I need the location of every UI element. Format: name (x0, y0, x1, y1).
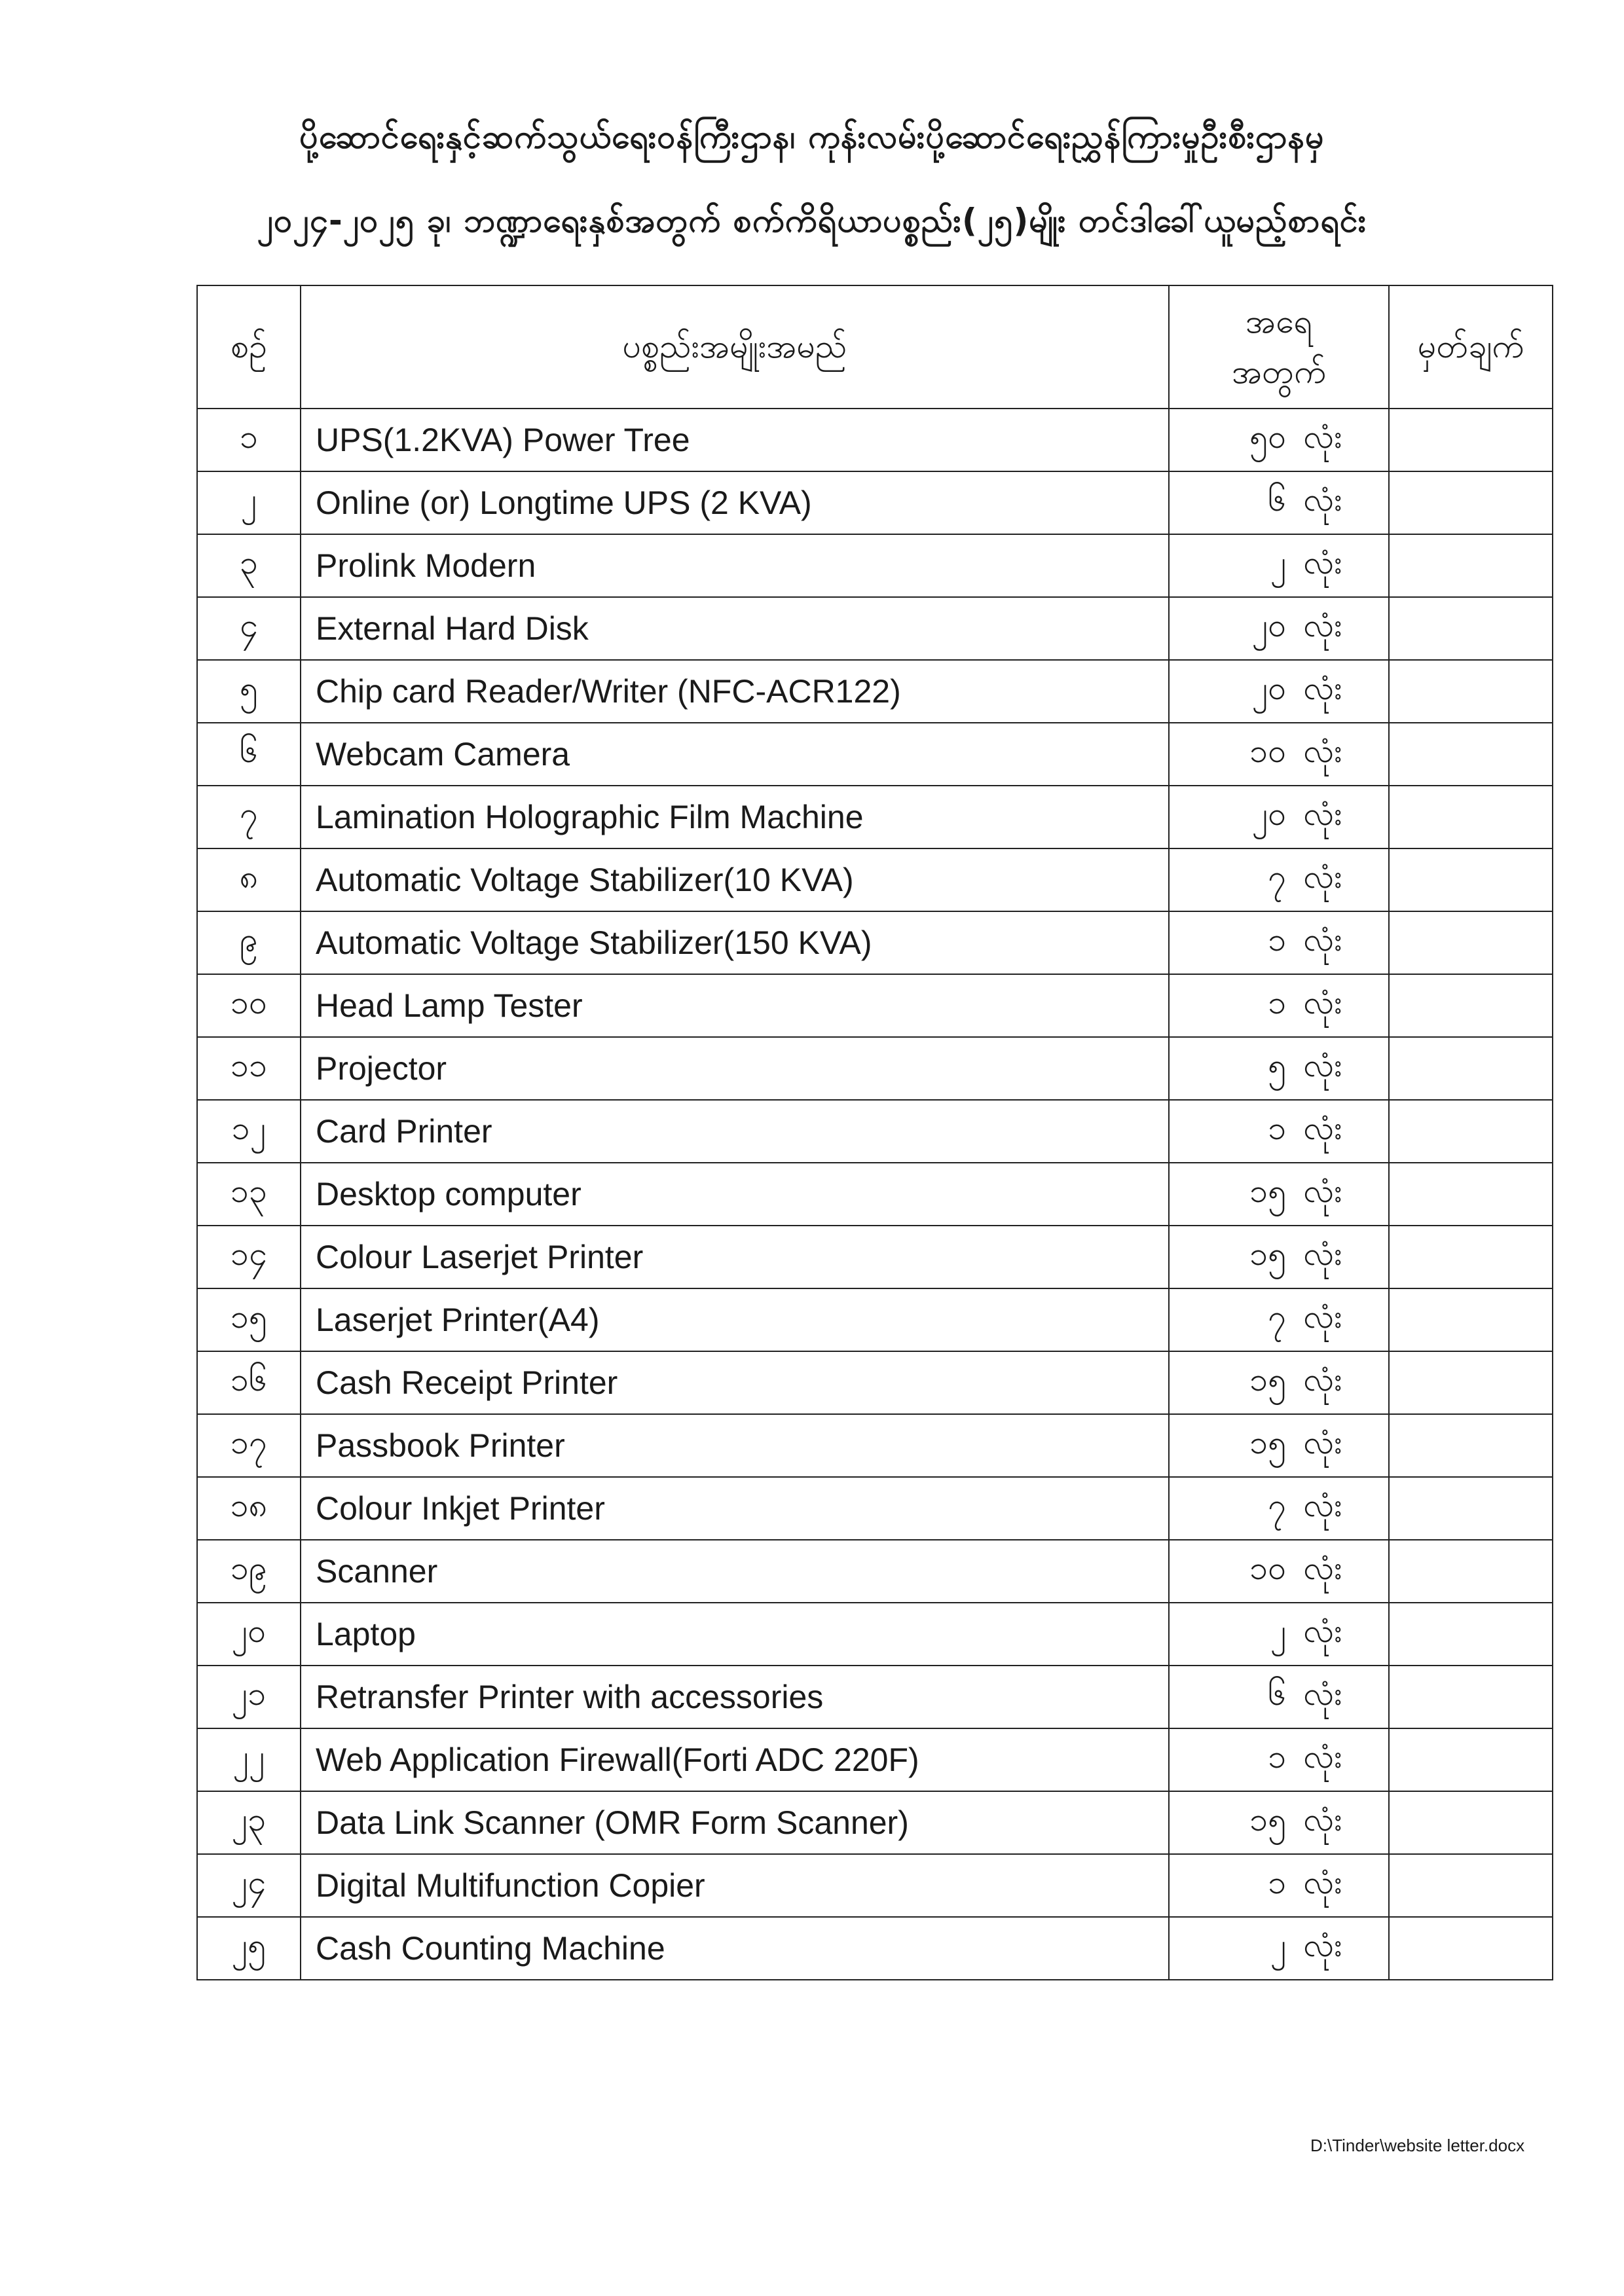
item-quantity-cell (1169, 786, 1389, 848)
item-name: Card Printer (301, 1100, 1169, 1163)
item-quantity-cell (1169, 1477, 1389, 1540)
item-quantity: ၁၅ (1249, 1171, 1287, 1210)
column-header-quantity-line-1: အရေ (1246, 302, 1312, 340)
item-unit: လုံး (1303, 1548, 1342, 1587)
table-row (197, 1666, 1553, 1728)
item-unit: လုံး (1303, 668, 1342, 707)
item-quantity-cell (1169, 597, 1389, 660)
table-row (197, 1100, 1553, 1163)
table-row (197, 911, 1553, 974)
item-name: Scanner (301, 1540, 1169, 1603)
item-unit: လုံး (1303, 1485, 1342, 1524)
item-name: Laptop (301, 1603, 1169, 1666)
table-row (197, 1226, 1553, 1288)
item-quantity: ၂ (1270, 543, 1287, 581)
row-number: ၂၄ (197, 1854, 301, 1917)
row-number: ၄ (197, 597, 301, 660)
table-body (197, 409, 1553, 1980)
item-remark (1389, 1666, 1553, 1728)
item-quantity: ၆ (1268, 1674, 1287, 1713)
item-quantity-cell (1169, 848, 1389, 911)
item-name: Digital Multifunction Copier (301, 1854, 1169, 1917)
row-number: ၂၅ (197, 1917, 301, 1980)
item-name: Cash Counting Machine (301, 1917, 1169, 1980)
table-row (197, 409, 1553, 471)
table-row (197, 660, 1553, 723)
table-row (197, 534, 1553, 597)
item-quantity: ၁ (1268, 920, 1287, 958)
column-header-remark: မှတ်ချက် (1389, 285, 1553, 409)
table-row (197, 1288, 1553, 1351)
document-title-line-2: ၂၀၂၄-၂၀၂၅ ခု၊ ဘဏ္ဍာရေးနှစ်အတွက် စက်ကိရိယာပစ္စည်း(၂၅)မျိုး တင်ဒါခေါ်ယူမည့်စာရင်း (257, 202, 1367, 240)
item-quantity: ၁၀ (1249, 1548, 1287, 1587)
table-row (197, 1791, 1553, 1854)
item-remark (1389, 1540, 1553, 1603)
table-row (197, 471, 1553, 534)
item-quantity-cell (1169, 1854, 1389, 1917)
row-number: ၂၃ (197, 1791, 301, 1854)
table-row (197, 1854, 1553, 1917)
item-name: Desktop computer (301, 1163, 1169, 1226)
item-quantity-cell (1169, 1540, 1389, 1603)
item-name: Web Application Firewall(Forti ADC 220F) (301, 1728, 1169, 1791)
item-remark (1389, 1226, 1553, 1288)
item-name: Webcam Camera (301, 723, 1169, 786)
row-number: ၃ (197, 534, 301, 597)
item-name: Online (or) Longtime UPS (2 KVA) (301, 471, 1169, 534)
row-number: ၁၆ (197, 1351, 301, 1414)
table-row (197, 1414, 1553, 1477)
column-header-quantity (1169, 285, 1389, 409)
column-header-item-name: ပစ္စည်းအမျိုးအမည် (301, 285, 1169, 409)
table-row (197, 1477, 1553, 1540)
item-remark (1389, 1100, 1553, 1163)
item-quantity: ၂ (1270, 1925, 1287, 1964)
item-quantity-cell (1169, 723, 1389, 786)
item-unit: လုံး (1303, 1297, 1342, 1336)
item-name: Colour Inkjet Printer (301, 1477, 1169, 1540)
item-quantity-cell (1169, 409, 1389, 471)
item-quantity-cell (1169, 911, 1389, 974)
item-quantity-cell (1169, 1351, 1389, 1414)
item-remark (1389, 1414, 1553, 1477)
row-number: ၂၁ (197, 1666, 301, 1728)
table-row (197, 786, 1553, 848)
item-remark (1389, 1791, 1553, 1854)
row-number: ၂၂ (197, 1728, 301, 1791)
item-unit: လုံး (1303, 794, 1342, 833)
item-quantity: ၇ (1268, 1297, 1287, 1336)
row-number: ၁၅ (197, 1288, 301, 1351)
item-unit: လုံး (1303, 606, 1342, 644)
item-unit: လုံး (1303, 1674, 1342, 1713)
item-quantity-cell (1169, 1414, 1389, 1477)
item-quantity: ၅ (1268, 1046, 1287, 1084)
row-number: ၂ (197, 471, 301, 534)
item-unit: လုံး (1303, 1234, 1342, 1273)
item-remark (1389, 911, 1553, 974)
item-quantity: ၁၅ (1249, 1360, 1287, 1398)
table-row (197, 848, 1553, 911)
item-unit: လုံး (1303, 1108, 1342, 1147)
table-row (197, 1037, 1553, 1100)
table-row (197, 1351, 1553, 1414)
row-number: ၂၀ (197, 1603, 301, 1666)
item-remark (1389, 786, 1553, 848)
item-quantity: ၁၀ (1249, 731, 1287, 770)
item-unit: လုံး (1303, 920, 1342, 958)
row-number: ၁ (197, 409, 301, 471)
item-remark (1389, 1477, 1553, 1540)
item-quantity: ၁ (1268, 1737, 1287, 1776)
item-remark (1389, 1288, 1553, 1351)
row-number: ၁၁ (197, 1037, 301, 1100)
item-quantity-cell (1169, 1288, 1389, 1351)
item-remark (1389, 1728, 1553, 1791)
row-number: ၆ (197, 723, 301, 786)
item-remark (1389, 974, 1553, 1037)
item-name: Head Lamp Tester (301, 974, 1169, 1037)
item-quantity-cell (1169, 1917, 1389, 1980)
item-remark (1389, 1603, 1553, 1666)
item-remark (1389, 409, 1553, 471)
item-name: Retransfer Printer with accessories (301, 1666, 1169, 1728)
item-quantity-cell (1169, 974, 1389, 1037)
item-quantity-cell (1169, 1226, 1389, 1288)
item-remark (1389, 1351, 1553, 1414)
item-quantity-cell (1169, 534, 1389, 597)
table-row (197, 723, 1553, 786)
item-quantity: ၂၀ (1251, 794, 1287, 833)
item-quantity-cell (1169, 1163, 1389, 1226)
item-unit: လုံး (1303, 1360, 1342, 1398)
item-quantity-cell (1169, 1728, 1389, 1791)
row-number: ၁၇ (197, 1414, 301, 1477)
item-unit: လုံး (1303, 480, 1342, 519)
item-quantity: ၁၅ (1249, 1423, 1287, 1461)
row-number: ၁၄ (197, 1226, 301, 1288)
footer-file-path: D:\Tinder\website letter.docx (1310, 2136, 1525, 2155)
item-quantity: ၇ (1268, 1485, 1287, 1524)
item-quantity-cell (1169, 1666, 1389, 1728)
item-name: Colour Laserjet Printer (301, 1226, 1169, 1288)
item-unit: လုံး (1303, 543, 1342, 581)
item-name: Automatic Voltage Stabilizer(10 KVA) (301, 848, 1169, 911)
row-number: ၁၂ (197, 1100, 301, 1163)
item-unit: လုံး (1303, 983, 1342, 1021)
table-row (197, 1917, 1553, 1980)
item-quantity-cell (1169, 1100, 1389, 1163)
item-unit: လုံး (1303, 1423, 1342, 1461)
table-row (197, 1603, 1553, 1666)
item-remark (1389, 534, 1553, 597)
item-name: Laserjet Printer(A4) (301, 1288, 1169, 1351)
item-quantity: ၆ (1268, 480, 1287, 519)
item-quantity: ၇ (1268, 857, 1287, 896)
item-remark (1389, 1163, 1553, 1226)
item-quantity-cell (1169, 1037, 1389, 1100)
item-unit: လုံး (1303, 1800, 1342, 1838)
item-unit: လုံး (1303, 1611, 1342, 1650)
item-name: Lamination Holographic Film Machine (301, 786, 1169, 848)
row-number: ၁၉ (197, 1540, 301, 1603)
document-title-line-1: ပို့ဆောင်ရေးနှင့်ဆက်သွယ်ရေးဝန်ကြီးဌာန၊ ကုန်းလမ်းပို့ဆောင်ရေးညွှန်ကြားမှုဦးစီးဌာနမှ (299, 118, 1325, 156)
item-quantity: ၂ (1270, 1611, 1287, 1650)
item-unit: လုံး (1303, 1737, 1342, 1776)
table-header-row (197, 285, 1553, 409)
item-unit: လုံး (1303, 1863, 1342, 1901)
item-name: Data Link Scanner (OMR Form Scanner) (301, 1791, 1169, 1854)
row-number: ၉ (197, 911, 301, 974)
row-number: ၁၃ (197, 1163, 301, 1226)
item-name: Passbook Printer (301, 1414, 1169, 1477)
table-row (197, 1728, 1553, 1791)
item-quantity: ၂၀ (1251, 606, 1287, 644)
item-remark (1389, 660, 1553, 723)
equipment-table (196, 285, 1553, 1980)
item-name: UPS(1.2KVA) Power Tree (301, 409, 1169, 471)
item-remark (1389, 723, 1553, 786)
item-remark (1389, 1037, 1553, 1100)
item-quantity: ၅၀ (1249, 417, 1287, 456)
table-row (197, 597, 1553, 660)
item-quantity: ၁ (1268, 1108, 1287, 1147)
item-name: Automatic Voltage Stabilizer(150 KVA) (301, 911, 1169, 974)
item-name: Projector (301, 1037, 1169, 1100)
item-unit: လုံး (1303, 1046, 1342, 1084)
row-number: ၁၀ (197, 974, 301, 1037)
item-quantity-cell (1169, 471, 1389, 534)
row-number: ၇ (197, 786, 301, 848)
item-remark (1389, 471, 1553, 534)
item-remark (1389, 597, 1553, 660)
column-header-quantity-line-2: အတွက် (1232, 353, 1326, 391)
row-number: ၅ (197, 660, 301, 723)
item-unit: လုံး (1303, 731, 1342, 770)
table-row (197, 1540, 1553, 1603)
item-remark (1389, 1917, 1553, 1980)
item-name: External Hard Disk (301, 597, 1169, 660)
item-quantity: ၁ (1268, 983, 1287, 1021)
item-remark (1389, 848, 1553, 911)
item-quantity: ၁ (1268, 1863, 1287, 1901)
item-name: Chip card Reader/Writer (NFC-ACR122) (301, 660, 1169, 723)
item-unit: လုံး (1303, 1925, 1342, 1964)
table-row (197, 974, 1553, 1037)
item-quantity: ၁၅ (1249, 1800, 1287, 1838)
column-header-no: စဉ် (197, 285, 301, 409)
row-number: ၈ (197, 848, 301, 911)
item-unit: လုံး (1303, 1171, 1342, 1210)
item-quantity-cell (1169, 1603, 1389, 1666)
item-quantity-cell (1169, 1791, 1389, 1854)
item-quantity-cell (1169, 660, 1389, 723)
item-name: Prolink Modern (301, 534, 1169, 597)
item-quantity: ၂၀ (1251, 668, 1287, 707)
item-remark (1389, 1854, 1553, 1917)
item-unit: လုံး (1303, 417, 1342, 456)
item-quantity: ၁၅ (1249, 1234, 1287, 1273)
item-name: Cash Receipt Printer (301, 1351, 1169, 1414)
item-unit: လုံး (1303, 857, 1342, 896)
row-number: ၁၈ (197, 1477, 301, 1540)
table-row (197, 1163, 1553, 1226)
